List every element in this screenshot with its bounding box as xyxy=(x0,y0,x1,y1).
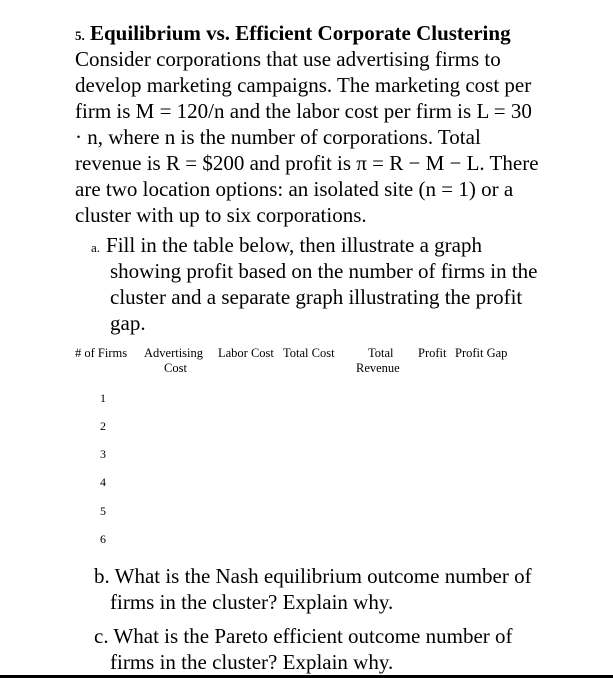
part-a-text: Fill in the table below, then illustrate a graph xyxy=(106,233,482,257)
part-a-line: gap. xyxy=(110,311,146,335)
header-total-cost: Total Cost xyxy=(283,346,335,360)
problem-title xyxy=(75,20,511,49)
table-row-number: 2 xyxy=(100,419,106,433)
part-c-question-cont: firms in the cluster? Explain why. xyxy=(110,650,394,674)
part-b-question-cont: firms in the cluster? Explain why. xyxy=(110,590,394,614)
header-profit-gap: Profit Gap xyxy=(455,346,508,360)
table-row-number: 3 xyxy=(100,447,106,461)
table-row-number: 1 xyxy=(100,391,106,405)
problem-body-line: cluster with up to six corporations. xyxy=(75,203,367,227)
problem-number: 5. xyxy=(75,28,85,43)
part-a-label: a. xyxy=(91,240,101,255)
header-advertising-cost: Cost xyxy=(164,361,187,375)
part-b-question: b. What is the Nash equilibrium outcome number of xyxy=(94,564,532,588)
problem-body-line: firm is M = 120/n and the labor cost per firm is L = 30 xyxy=(75,99,532,123)
problem-body-line: · n, where n is the number of corporations. Total xyxy=(75,125,481,149)
table-row-number: 6 xyxy=(100,532,106,546)
header-total: Total xyxy=(368,346,394,360)
part-a-first-line xyxy=(91,232,482,261)
part-a-line: showing profit based on the number of firms in the xyxy=(110,259,538,283)
problem-body-line: Consider corporations that use advertising firms to xyxy=(75,47,501,71)
problem-body-line: develop marketing campaigns. The marketing cost per xyxy=(75,73,532,97)
header-firms: # of Firms xyxy=(75,346,128,360)
problem-title-text: Equilibrium vs. Efficient Corporate Clustering xyxy=(90,21,511,45)
header-revenue: Revenue xyxy=(356,361,400,375)
header-labor-cost: Labor Cost xyxy=(218,346,274,360)
table-row-number: 4 xyxy=(100,475,106,489)
header-advertising: Advertising xyxy=(144,346,204,360)
part-c-question: c. What is the Pareto efficient outcome number of xyxy=(94,624,513,648)
problem-body-line: revenue is R = $200 and profit is π = R − M − L. There xyxy=(75,151,539,175)
table-row-number: 5 xyxy=(100,504,106,518)
problem-body-line: are two location options: an isolated site (n = 1) or a xyxy=(75,177,514,201)
part-a-line: cluster and a separate graph illustrating the profit xyxy=(110,285,523,309)
header-profit: Profit xyxy=(418,346,447,360)
